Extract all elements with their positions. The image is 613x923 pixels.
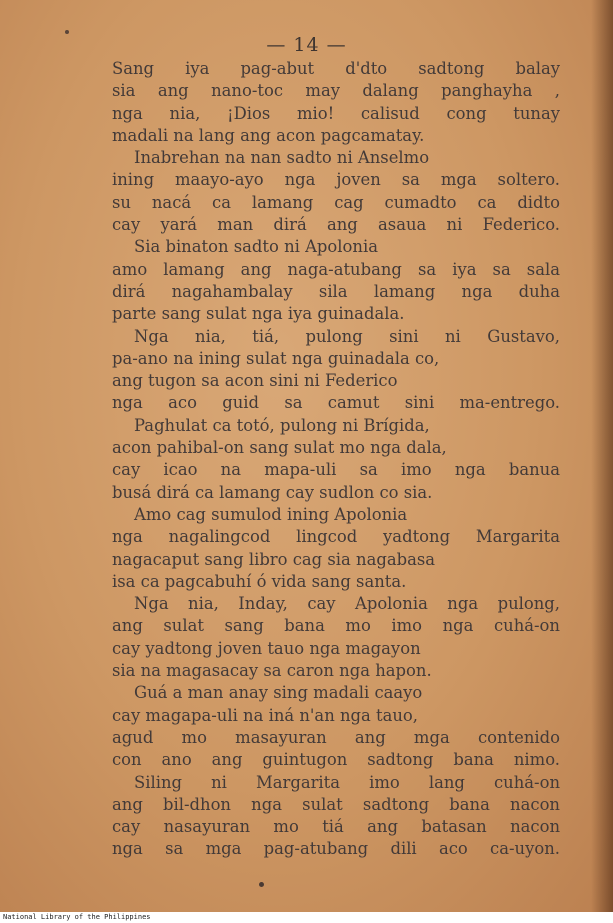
poem-text [112,58,560,861]
text-line: Nga nia, tiá, pulong sini ni Gustavo, [134,326,560,346]
text-line: nga sa mga pag-atubang dili aco ca-uyon. [112,839,560,859]
text-line: ang sulat sang bana mo imo nga cuhá-on [112,616,560,636]
text-line: amo lamang ang naga-atubang sa iya sa sala [112,259,560,279]
text-line: acon pahibal-on sang sulat mo nga dala, [112,438,447,458]
text-line: nagacaput sang libro cag sia nagabasa [112,549,436,569]
text-line: nga nagalingcod lingcod yadtong Margarita [112,527,560,547]
footer-bar [0,912,613,923]
text-line: Nga nia, Inday, cay Apolonia nga pulong, [134,594,560,614]
text-line: Guá a man anay sing madali caayo [134,683,423,703]
text-line: Siling ni Margarita imo lang cuhá-on [134,772,560,792]
text-line: parte sang sulat nga iya guinadala. [112,304,405,324]
text-line: con ano ang guintugon sadtong bana nimo. [112,750,560,770]
text-line: cay magapa-uli na iná n'an nga tauo, [112,705,418,725]
text-line: sia ang nano-toc may dalang panghayha , [112,81,560,101]
text-line: busá dirá ca lamang cay sudlon co sia. [112,482,433,502]
text-line: Inabrehan na nan sadto ni Anselmo [134,148,430,168]
text-line: ang tugon sa acon sini ni Federico [112,371,398,391]
text-line: sia na magasacay sa caron nga hapon. [112,661,432,681]
text-line: dirá nagahambalay sila lamang nga duha [112,281,560,301]
text-line: agud mo masayuran ang mga contenido [112,727,560,747]
text-line: cay nasayuran mo tiá ang batasan nacon [112,817,560,837]
page-number: — 14 — [266,34,347,56]
page-edge-shadow [591,0,613,912]
text-line: Sia binaton sadto ni Apolonia [134,237,378,257]
text-line: Paghulat ca totó, pulong ni Brígida, [134,415,430,435]
text-line: ang bil-dhon nga sulat sadtong bana nacon [112,794,560,814]
text-line: madali na lang ang acon pagcamatay. [112,125,425,145]
text-line: nga aco guid sa camut sini ma-entrego. [112,393,560,413]
text-line: su nacá ca lamang cag cumadto ca didto [112,192,560,212]
text-line: cay yadtong joven tauo nga magayon [112,638,421,658]
text-line: Amo cag sumulod ining Apolonia [134,504,408,524]
text-line: isa ca pagcabuhí ó vida sang santa. [112,571,407,591]
ornament-dot [259,882,264,887]
text-line: pa-ano na ining sulat nga guinadala co, [112,348,440,368]
text-line: Sang iya pag-abut d'dto sadtong balay [112,59,560,78]
text-line: cay yará man dirá ang asaua ni Federico. [112,215,560,235]
text-line: ining maayo-ayo nga joven sa mga soltero. [112,170,560,190]
text-line: cay icao na mapa-uli sa imo nga banua [112,460,560,480]
footer-credit: National Library of the Philippines [3,913,151,921]
text-line: nga nia, ¡Dios mio! calisud cong tunay [112,103,560,123]
